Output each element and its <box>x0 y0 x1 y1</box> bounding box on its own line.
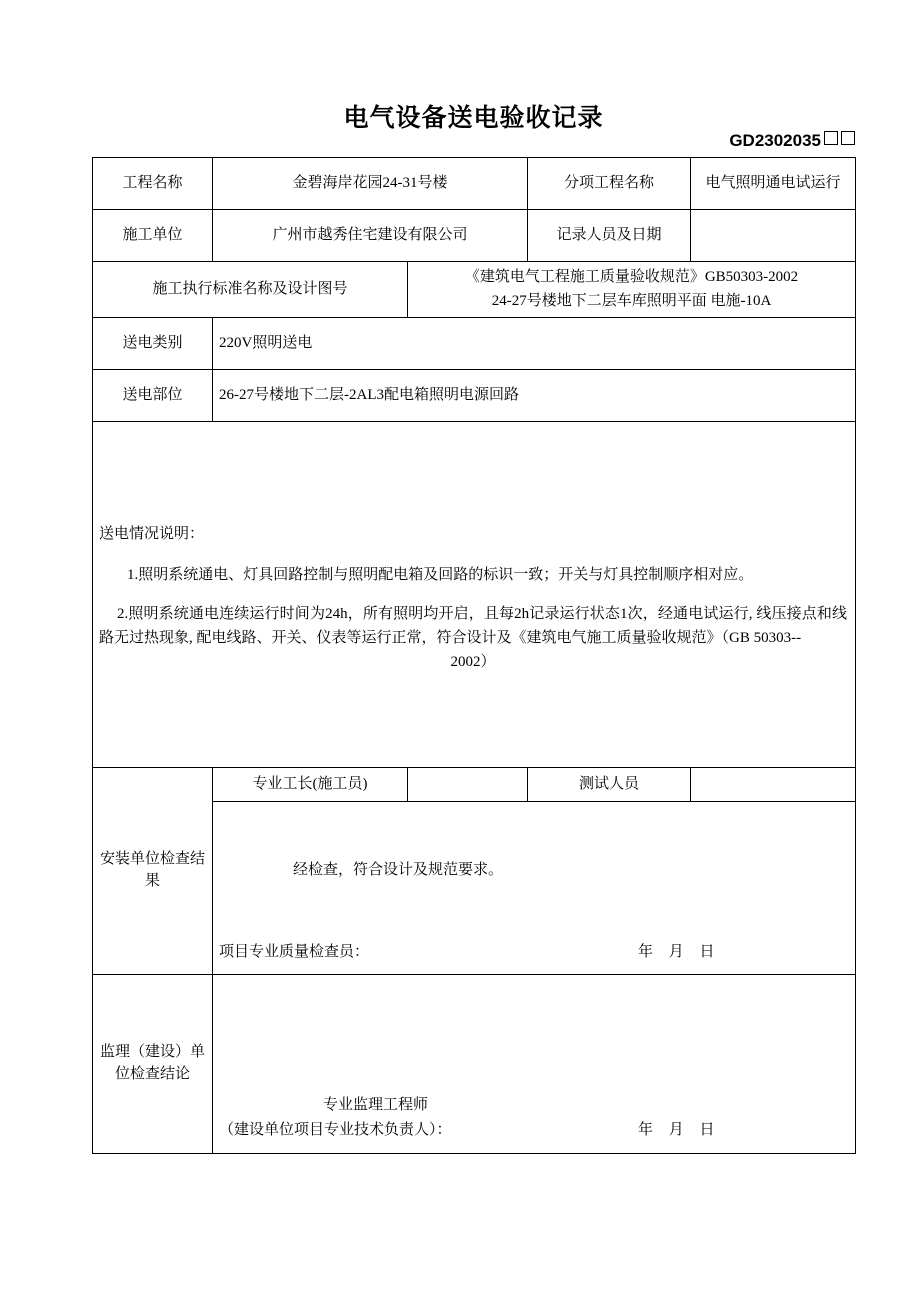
supervision-section-label: 监理（建设）单位检查结论 <box>93 975 213 1154</box>
recorder-value[interactable] <box>691 210 856 262</box>
install-section-body[interactable] <box>213 802 856 975</box>
table-row-power-type <box>93 318 856 370</box>
project-name-label: 工程名称 <box>93 158 213 210</box>
notes-cell[interactable] <box>93 422 856 768</box>
foreman-value[interactable] <box>408 768 528 802</box>
page-title: 电气设备送电验收记录 <box>343 105 604 132</box>
subitem-name-label: 分项工程名称 <box>528 158 691 210</box>
notes-item-1: 1.照明系统通电、灯具回路控制与照明配电箱及回路的标识一致；开关与灯具控制顺序相对应。 <box>127 566 754 583</box>
document-code <box>92 131 855 151</box>
notes-item-2 <box>99 602 847 674</box>
power-location-label: 送电部位 <box>93 370 213 422</box>
notes-item-2-last: 2002） <box>450 654 496 670</box>
project-name-value[interactable]: 金碧海岸花园24-31号楼 <box>213 158 528 210</box>
notes-heading: 送电情况说明： <box>99 526 205 542</box>
subitem-name-value[interactable]: 电气照明通电试运行 <box>691 158 856 210</box>
tester-value[interactable] <box>691 768 856 802</box>
power-location-value[interactable]: 26-27号楼地下二层-2AL3配电箱照明电源回路 <box>213 370 856 422</box>
table-row-notes <box>93 422 856 768</box>
table-row-power-location <box>93 370 856 422</box>
supervision-signer-line-1: 专业监理工程师 <box>323 1097 429 1113</box>
foreman-label: 专业工长(施工员) <box>213 768 408 802</box>
checkbox-square-1[interactable] <box>824 131 838 145</box>
tester-label: 测试人员 <box>528 768 691 802</box>
record-table <box>92 157 856 1154</box>
standard-label: 施工执行标准名称及设计图号 <box>93 262 408 318</box>
standard-line-2: 24-27号楼地下二层车库照明平面 电施-10A <box>491 292 772 309</box>
standard-line-1: 《建筑电气工程施工质量验收规范》GB50303-2002 <box>464 269 799 286</box>
supervision-date-label: 年 月 日 <box>638 1122 721 1138</box>
install-signer-label: 项目专业质量检查员： <box>219 944 370 960</box>
table-row-signature-header <box>93 768 856 802</box>
document-code-text: GD2302035 <box>729 131 821 150</box>
table-row-standard <box>93 262 856 318</box>
contractor-label: 施工单位 <box>93 210 213 262</box>
install-date-label: 年 月 日 <box>638 944 721 960</box>
checkbox-square-2[interactable] <box>841 131 855 145</box>
supervision-signer-line-2: （建设单位项目专业技术负责人）： <box>219 1122 452 1138</box>
table-row-contractor <box>93 210 856 262</box>
recorder-label: 记录人员及日期 <box>528 210 691 262</box>
install-section-label: 安装单位检查结果 <box>93 768 213 975</box>
install-conclusion-text: 经检查，符合设计及规范要求。 <box>293 862 504 878</box>
standard-value[interactable] <box>408 262 856 318</box>
power-type-label: 送电类别 <box>93 318 213 370</box>
table-row-project <box>93 158 856 210</box>
power-type-value[interactable]: 220V照明送电 <box>213 318 856 370</box>
contractor-value[interactable]: 广州市越秀住宅建设有限公司 <box>213 210 528 262</box>
table-row-supervision <box>93 975 856 1154</box>
supervision-section-body[interactable] <box>213 975 856 1154</box>
notes-item-2-main: 2.照明系统通电连续运行时间为24h，所有照明均开启，且每2h记录运行状态1次，经通电试运行, 线压接点和线路无过热现象, 配电线路、开关、仪表等运行正常，符合设计及《建筑电气施工质量验收规范》（GB 50303-- <box>99 606 847 646</box>
